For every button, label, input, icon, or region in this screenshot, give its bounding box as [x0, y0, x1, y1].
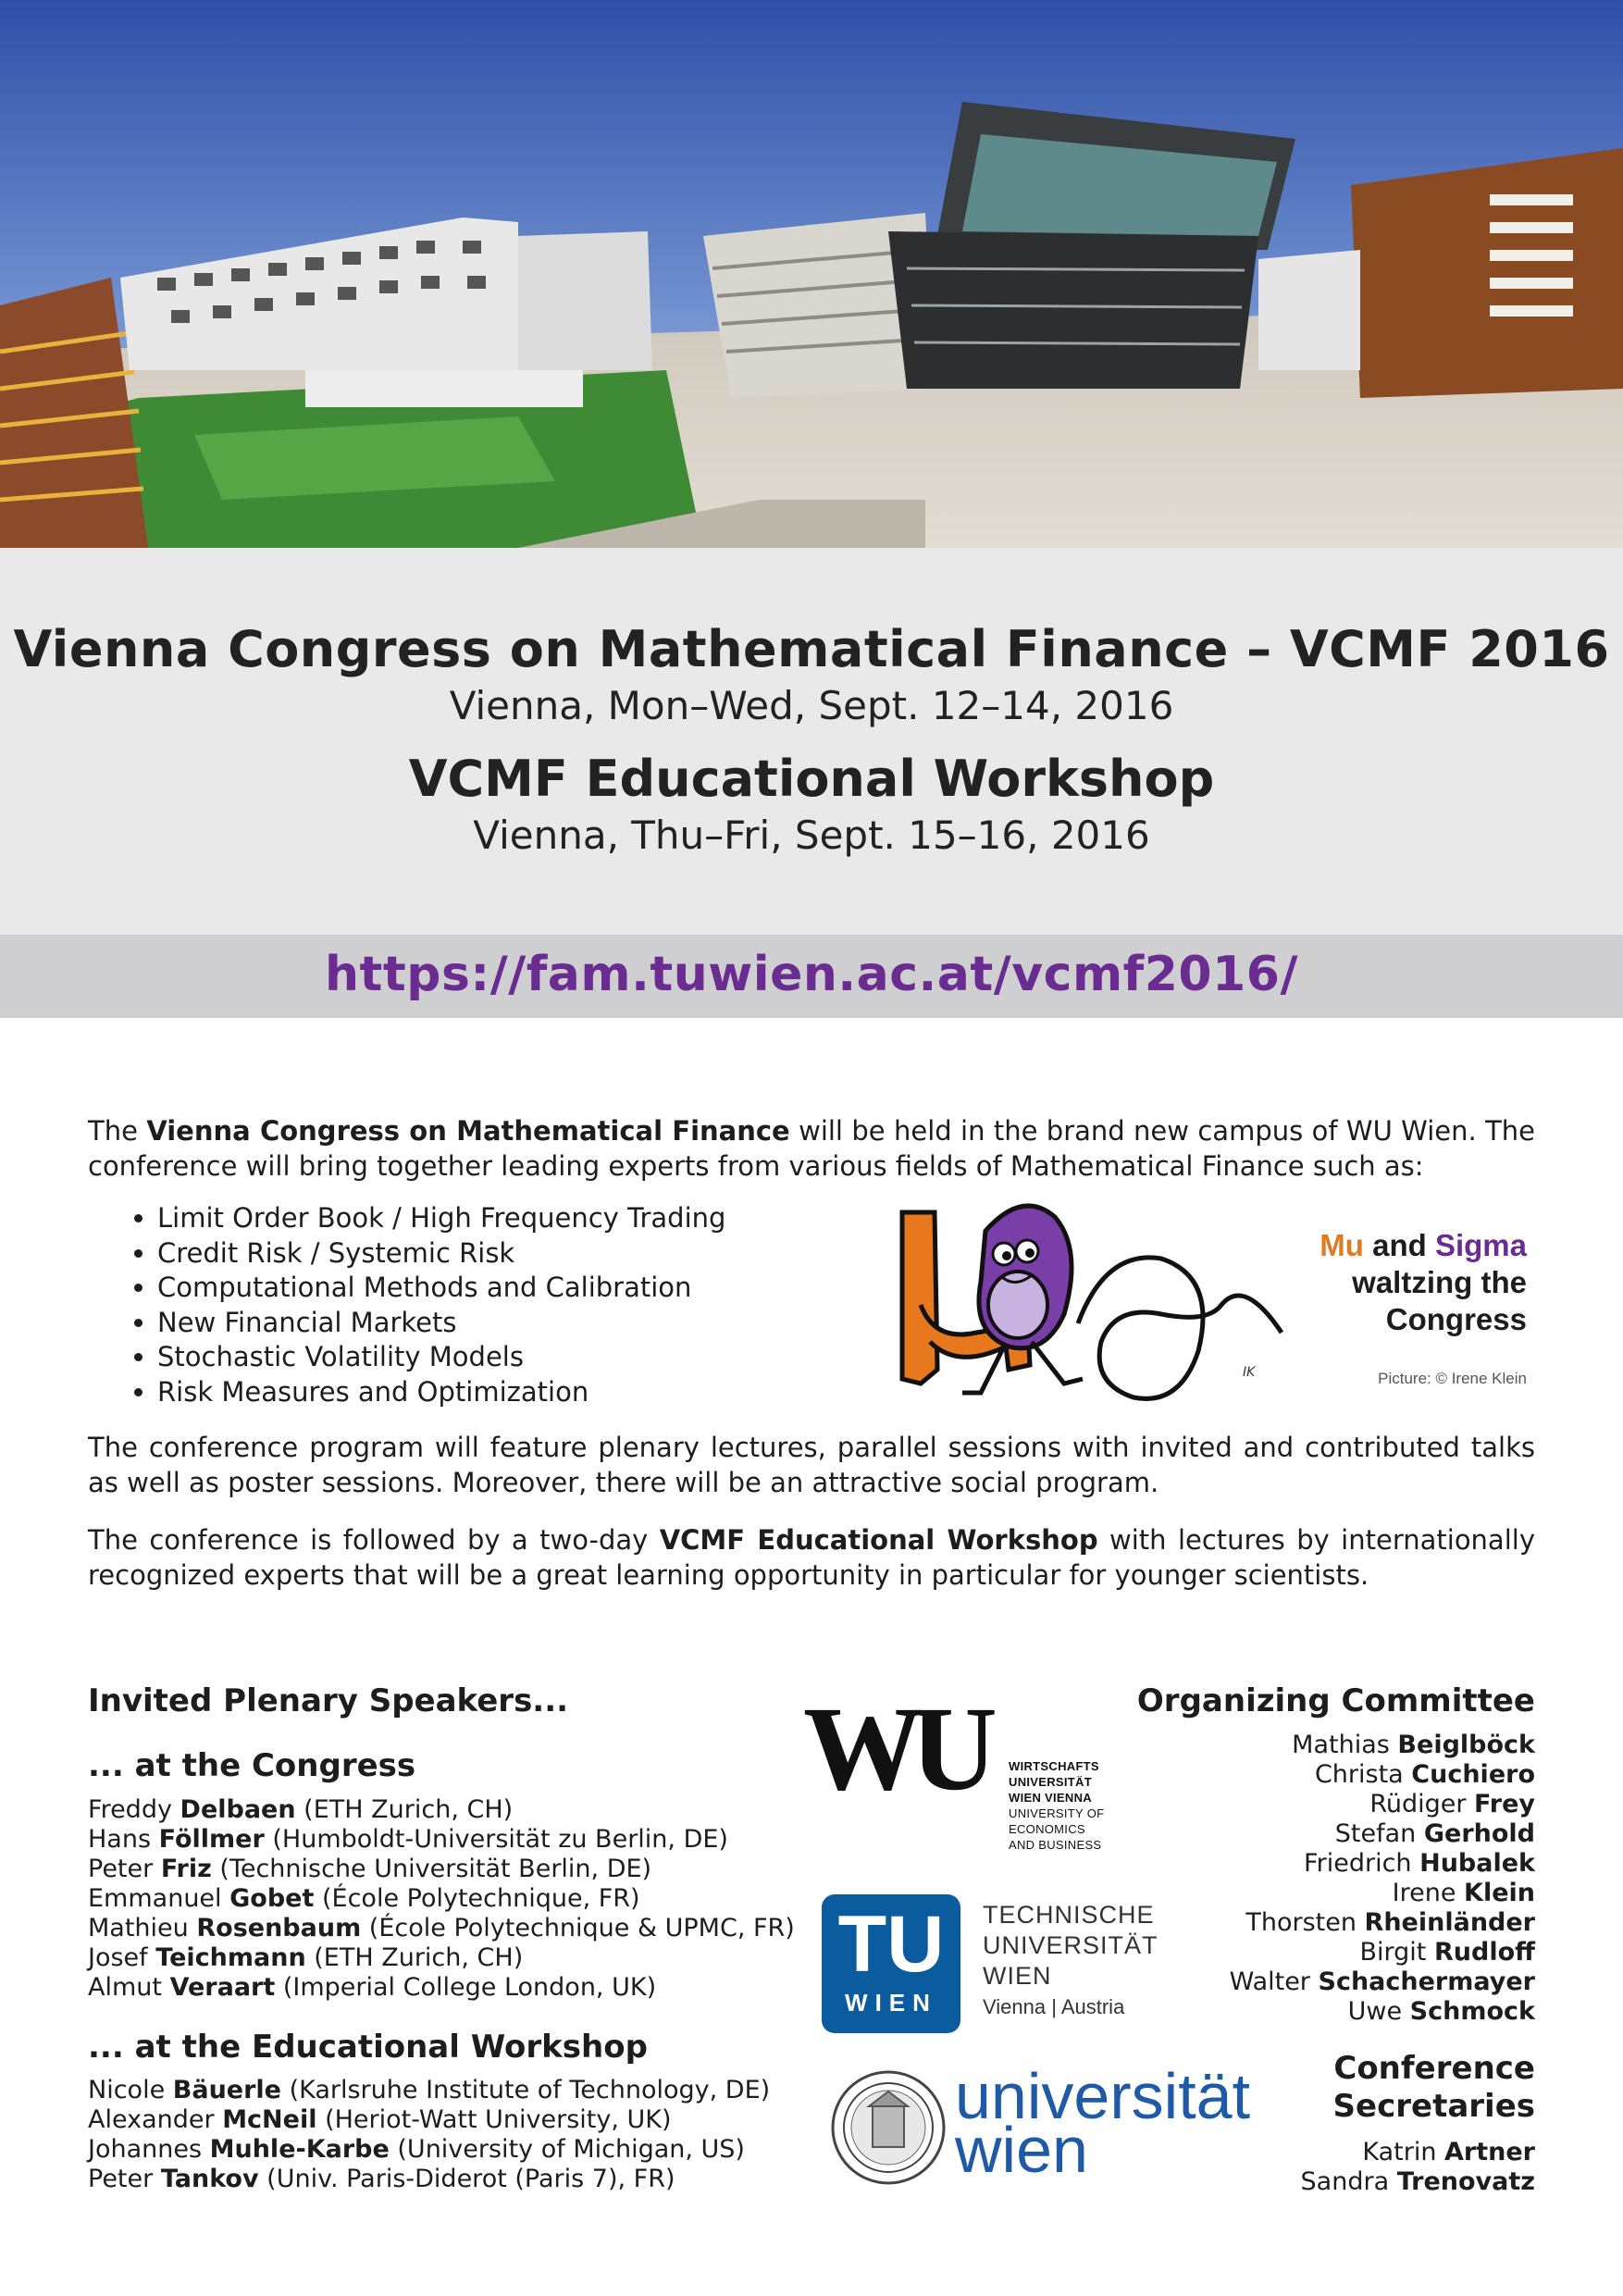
picture-credit: Picture: © Irene Klein	[1378, 1370, 1527, 1387]
topic-item: • Limit Order Book / High Frequency Trading	[157, 1201, 725, 1236]
speaker-row: Alexander McNeil (Heriot-Watt University, UK)	[88, 2105, 672, 2134]
uni-wien-wordmark: universität wien	[955, 2060, 1251, 2186]
committee-member: Birgit Rudloff	[1359, 1938, 1535, 1967]
congress-date: Vienna, Mon–Wed, Sept. 12–14, 2016	[449, 683, 1174, 728]
committee-member: Irene Klein	[1392, 1879, 1535, 1907]
committee-member: Thorsten Rheinländer	[1245, 1908, 1535, 1937]
program-paragraph: The conference program will feature plenary lectures, parallel sessions with invited and contributed talks as well as poster sessions. Moreover, there will be an attractive social program.	[88, 1432, 1535, 1498]
secretaries-list	[1301, 2138, 1535, 2197]
workshop-speakers-list	[88, 2076, 770, 2194]
committee-member: Walter Schachermayer	[1229, 1967, 1535, 1996]
secretaries-heading: Conference Secretaries	[1332, 2050, 1535, 2125]
speaker-row: Hans Föllmer (Humboldt-Universität zu Berlin, DE)	[88, 1825, 728, 1854]
workshop-date: Vienna, Thu–Fri, Sept. 15–16, 2016	[473, 813, 1150, 858]
speaker-row: Josef Teichmann (ETH Zurich, CH)	[88, 1943, 524, 1972]
speaker-row: Freddy Delbaen (ETH Zurich, CH)	[88, 1795, 514, 1824]
committee-member: Friedrich Hubalek	[1304, 1849, 1535, 1878]
title-band	[0, 548, 1623, 935]
committee-list	[1230, 1731, 1535, 2027]
secretary: Sandra Trenovatz	[1300, 2167, 1535, 2196]
speaker-row: Mathieu Rosenbaum (École Polytechnique & UPMC, FR)	[88, 1914, 795, 1942]
congress-speakers-list	[88, 1795, 795, 2003]
workshop-speakers-heading: ... at the Educational Workshop	[88, 2029, 648, 2066]
speakers-heading: Invited Plenary Speakers...	[88, 1682, 569, 1719]
tu-logo: TU WIEN	[822, 1894, 960, 2033]
wu-logo-text: WIRTSCHAFTS UNIVERSITÄT WIEN VIENNA UNIVERSITY OF ECONOMICS AND BUSINESS	[1009, 1759, 1105, 1852]
topic-item: • Credit Risk / Systemic Risk	[157, 1236, 725, 1272]
wu-logo: WU	[803, 1682, 985, 1816]
congress-speakers-heading: ... at the Congress	[88, 1747, 416, 1784]
committee-member: Rüdiger Frey	[1369, 1790, 1535, 1818]
committee-member: Stefan Gerhold	[1334, 1819, 1535, 1848]
campus-photo	[0, 0, 1623, 548]
congress-title: Vienna Congress on Mathematical Finance – VCMF 2016	[13, 620, 1610, 678]
tu-logo-text: TECHNISCHE UNIVERSITÄT WIEN Vienna | Austria	[983, 1901, 1158, 2018]
topic-item: • Computational Methods and Calibration	[157, 1271, 725, 1306]
topics-list	[88, 1201, 725, 1409]
artist-initials: IK	[1243, 1365, 1256, 1380]
topic-item: • Risk Measures and Optimization	[157, 1375, 725, 1410]
speaker-row: Emmanuel Gobet (École Polytechnique, FR)	[88, 1884, 640, 1913]
workshop-title: VCMF Educational Workshop	[408, 750, 1215, 808]
mu-sigma-illustration	[893, 1194, 1300, 1420]
website-link[interactable]: https://fam.tuwien.ac.at/vcmf2016/	[325, 947, 1298, 1002]
committee-member: Uwe Schmock	[1347, 1997, 1535, 2026]
speaker-row: Nicole Bäuerle (Karlsruhe Institute of Technology, DE)	[88, 2076, 771, 2104]
speaker-row: Peter Friz (Technische Universität Berlin, DE)	[88, 1855, 652, 1883]
workshop-paragraph: The conference is followed by a two-day VCMF Educational Workshop with lectures by internationally recognized experts that will be a great learning opportunity in particular for younger scientists.	[88, 1524, 1535, 1591]
speaker-row: Almut Veraart (Imperial College London, UK)	[88, 1973, 657, 2002]
speaker-row: Johannes Muhle-Karbe (University of Michigan, US)	[88, 2135, 745, 2164]
intro-paragraph: The Vienna Congress on Mathematical Finance will be held in the brand new campus of WU Wien. The conference will bring together leading experts from various fields of Mathematical Finance such as:	[88, 1115, 1535, 1182]
mascot-caption: Mu and Sigma waltzing the Congress	[1319, 1228, 1527, 1336]
committee-member: Mathias Beiglböck	[1292, 1731, 1535, 1759]
uni-wien-seal	[828, 2067, 948, 2191]
secretary: Katrin Artner	[1362, 2138, 1535, 2166]
committee-heading: Organizing Committee	[1136, 1682, 1535, 1719]
url-band	[0, 935, 1623, 1018]
speaker-row: Peter Tankov (Univ. Paris-Diderot (Paris 7), FR)	[88, 2165, 675, 2193]
committee-member: Christa Cuchiero	[1314, 1760, 1535, 1789]
topic-item: • New Financial Markets	[157, 1306, 725, 1341]
topic-item: • Stochastic Volatility Models	[157, 1340, 725, 1375]
